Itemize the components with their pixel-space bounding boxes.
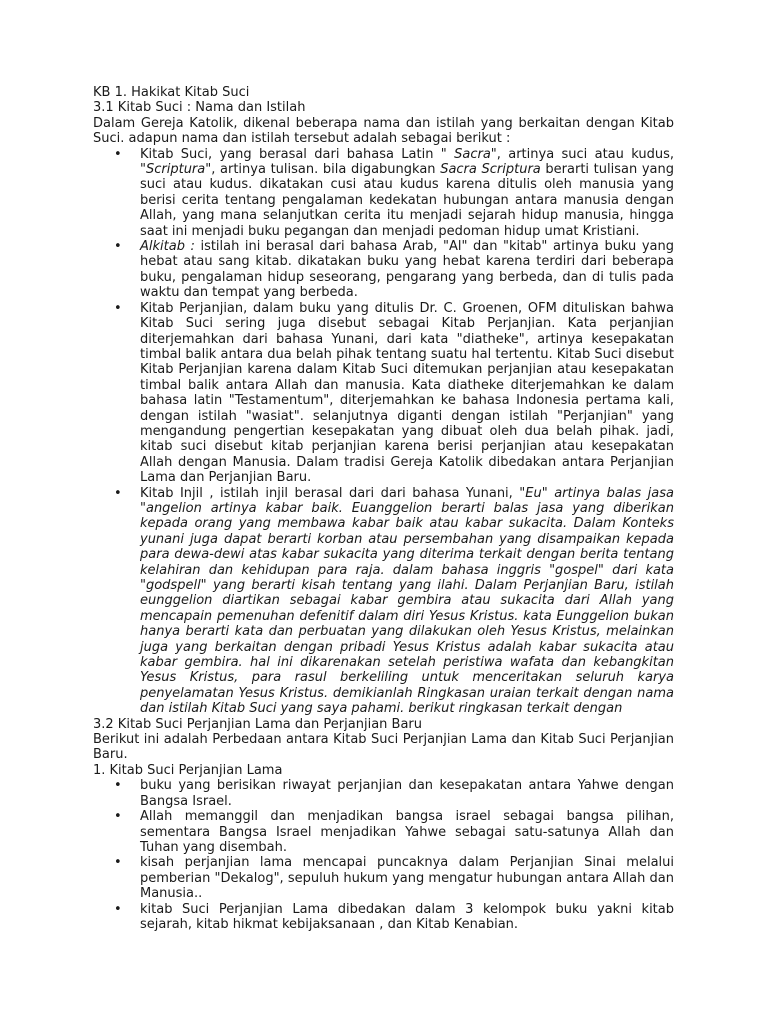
section-2-intro: Berikut ini adalah Perbedaan antara Kitab Suci Perjanjian Lama dan Kitab Suci Perjanjian Baru.	[93, 732, 674, 763]
list-item-kitab-injil	[93, 486, 674, 717]
text-run: ", artinya suci atau kudus, "	[140, 146, 674, 178]
document-title: KB 1. Hakikat Kitab Suci	[93, 85, 250, 100]
section-2-list	[93, 778, 674, 932]
list-item: • kisah perjanjian lama mencapai puncaknya dalam Perjanjian Sinai melalui pemberian "Dekalog", sepuluh hukum yang mengatur hubungan antara Allah dan Manusia..	[93, 855, 674, 901]
italic-term: Eu	[525, 485, 542, 501]
list-item-kitab-suci	[93, 147, 674, 239]
section-2-sub-heading: 1. Kitab Suci Perjanjian Lama	[93, 762, 283, 778]
italic-term: Scriptura	[145, 162, 206, 178]
list-item-kitab-perjanjian	[93, 301, 674, 486]
italic-term: Sacra	[454, 146, 491, 162]
text-run: istilah ini berasal dari bahasa Arab, "Al" dan "kitab" artinya buku yang hebat atau sang kitab. dikatakan buku yang hebat karena terdiri dari beberapa buku, pengalaman hidup seseorang, pengarang yang berbeda, dan di tulis pada waktu dan tempat yang berbeda.	[140, 239, 674, 301]
text-run: Kitab Injil , istilah injil berasal dari dari bahasa Yunani, "	[140, 485, 526, 501]
section-1-heading: 3.1 Kitab Suci : Nama dan Istilah	[93, 100, 306, 116]
text-run: Kitab Suci, yang berasal dari bahasa Latin "	[140, 146, 455, 162]
section-1-list	[93, 147, 674, 717]
section-1-intro: Dalam Gereja Katolik, dikenal beberapa nama dan istilah yang berkaitan dengan Kitab Suci. adapun nama dan istilah tersebut adalah sebagai berikut :	[93, 115, 674, 147]
list-item: • buku yang berisikan riwayat perjanjian dan kesepakatan antara Yahwe dengan Bangsa Israel.	[93, 778, 674, 809]
text-run: Kitab Perjanjian, dalam buku yang ditulis Dr. C. Groenen, OFM dituliskan bahwa Kitab Suci sering juga disebut sebagai Kitab Perjanjian. Kata perjanjian diterjemahkan dari bahasa Yunani, dari kata "diatheke", artinya kesepakatan timbal balik antara dua belah pihak tentang suatu hal tertentu. Kitab Suci disebut Kitab Perjanjian karena dalam Kitab Suci ditemukan perjanjian atau kesepakatan timbal balik antara Allah dan manusia. Kata diatheke diterjemahkan ke dalam bahasa latin "Testamentum", diterjemahkan ke bahasa Indonesia pertama kali, dengan istilah "wasiat". selanjutnya diganti dengan istilah "Perjanjian" yang mengandung pengertian kesepakatan yang dibuat oleh dua belah pihak. jadi, kitab suci disebut kitab perjanjian karena berisi perjanjian atau kesepakatan Allah dengan Manusia. Dalam tradisi Gereja Katolik dibedakan antara Perjanjian Lama dan Perjanjian Baru.	[140, 300, 674, 486]
list-item-alkitab	[93, 239, 674, 301]
italic-term: Alkitab :	[140, 239, 201, 255]
list-item: • Allah memanggil dan menjadikan bangsa israel sebagai bangsa pilihan, sementara Bangsa Israel menjadikan Yahwe sebagai satu-satunya Allah dan Tuhan yang disembah.	[93, 809, 674, 855]
text-run: berarti tulisan yang suci atau kudus. dikatakan cusi atau kudus karena ditulis oleh manusia yang berisi cerita tentang pengalaman kedekatan hubungan antara manusia dengan Allah, yang mana selanjutkan cerita itu menjadi sejarah hidup manusia, hingga saat ini menjadi buku pegangan dan menjadi pedoman hidup umat Kristiani.	[140, 162, 674, 239]
text-run: "	[541, 485, 555, 501]
list-item: • kitab Suci Perjanjian Lama dibedakan dalam 3 kelompok buku yakni kitab sejarah, kitab hikmat kebijaksanaan , dan Kitab Kenabian.	[93, 902, 674, 933]
italic-passage: artinya balas jasa "angelion artinya kabar baik. Euanggelion berarti balas jasa yang diberikan kepada orang yang membawa kabar baik atau kabar sukacita. Dalam Konteks yunani juga dapat berarti korban atau persembahan yang disampaikan kepada para dewa-dewi atas kabar sukacita yang diterima terkait dengan berita tentang kelahiran dan kehidupan para raja. dalam bahasa inggris "gospel" dari kata "godspell" yang berarti kisah tentang yang ilahi. Dalam Perjanjian Baru, istilah eunggelion diartikan sebagai kabar gembira atau sukacita dari Allah yang mencapain pemenuhan defenitif dalam diri Yesus Kristus. kata Eunggelion bukan hanya berarti kata dan perbuatan yang dilakukan oleh Yesus Kristus, melainkan juga yang berkaitan dengan pribadi Yesus Kristus adalah kabar sukacita atau kabar gembira. hal ini dikarenakan setelah peristiwa wafata dan kebangkitan Yesus Kristus, para rasul berkeliling untuk menceritakan seluruh karya penyelamatan Yesus Kristus. demikianlah Ringkasan uraian terkait dengan nama dan istilah Kitab Suci yang saya pahami. berikut ringkasan terkait dengan	[140, 485, 674, 717]
italic-term: Sacra Scriptura	[440, 162, 541, 178]
text-run: ", artinya tulisan. bila digabungkan	[205, 162, 441, 178]
section-2-heading: 3.2 Kitab Suci Perjanjian Lama dan Perjanjian Baru	[93, 716, 422, 732]
